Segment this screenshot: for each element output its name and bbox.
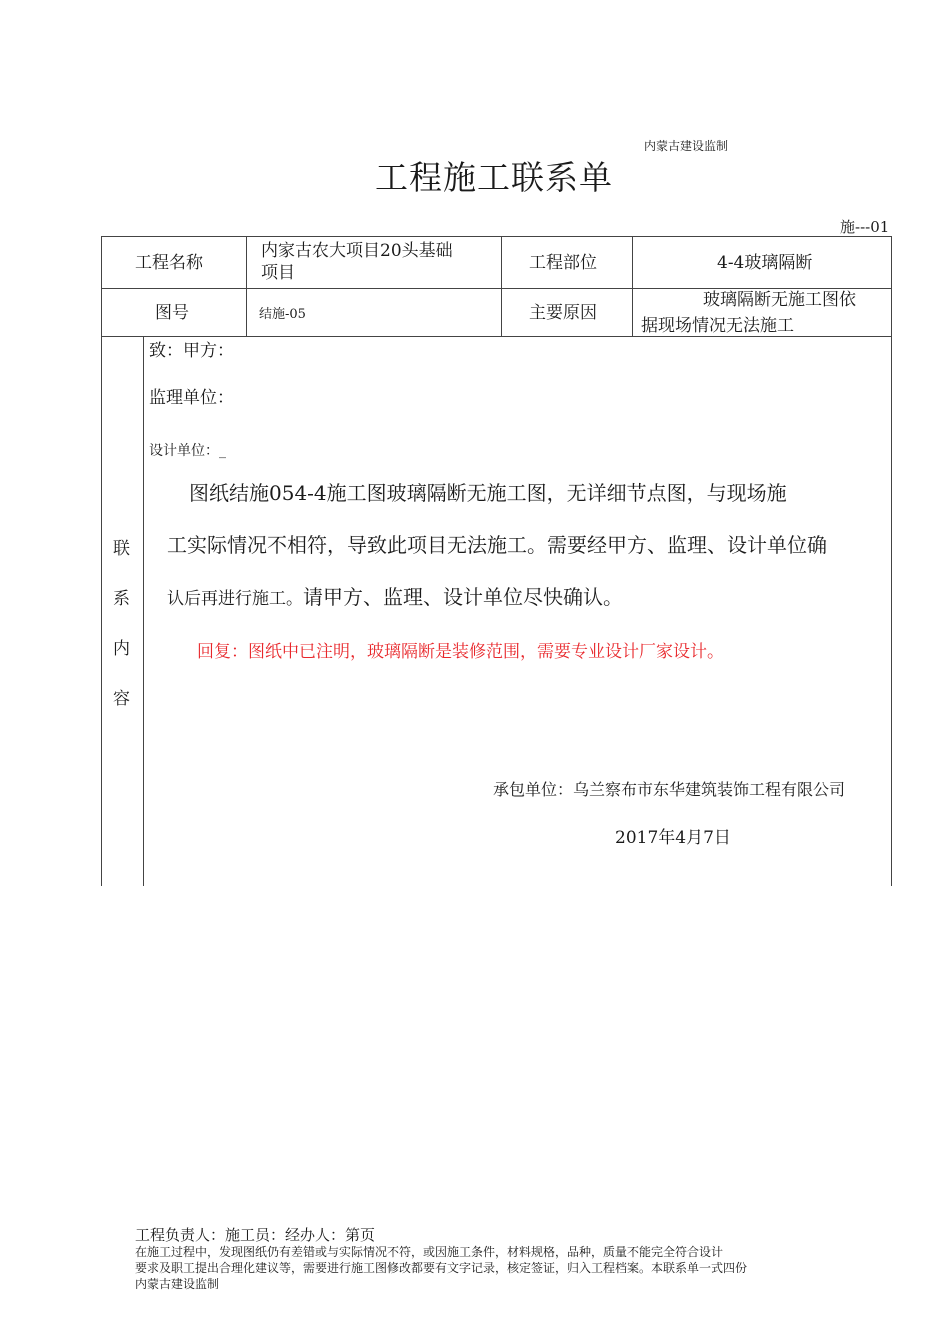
body-line-2: 工实际情况不相符，导致此项目无法施工。需要经甲方、监理、设计单位确 bbox=[167, 533, 827, 557]
content-label-char-1: 联 bbox=[113, 539, 130, 559]
drawing-no-value: 结施-05 bbox=[259, 307, 306, 322]
reason-label: 主要原因 bbox=[529, 303, 597, 323]
footer-note-line-2: 要求及职工提出合理化建议等，需要进行施工图修改都要有文字记录，核定签证，归入工程档案。本联系单一式四份 bbox=[135, 1261, 748, 1275]
document-title: 工程施工联系单 bbox=[375, 158, 613, 197]
reason-line2: 据现场情况无法施工 bbox=[641, 316, 794, 336]
project-name-line1: 内家古农大项目20头基础 bbox=[261, 241, 453, 261]
addressee-client: 致：甲方： bbox=[149, 341, 234, 361]
table-rule-top bbox=[101, 236, 892, 237]
content-label-char-2: 系 bbox=[113, 589, 130, 609]
table-rule-col2 bbox=[501, 236, 502, 336]
table-rule-right bbox=[891, 236, 892, 886]
document-number: 施---01 bbox=[840, 218, 890, 236]
contractor-name: 承包单位：乌兰察布市东华建筑装饰工程有限公司 bbox=[493, 780, 846, 799]
footer-issuer: 内蒙古建设监制 bbox=[135, 1277, 220, 1291]
body-line-3 bbox=[167, 584, 623, 612]
issuer-org: 内蒙古建设监制 bbox=[644, 139, 729, 153]
table-rule-col3 bbox=[632, 236, 633, 336]
location-label: 工程部位 bbox=[529, 253, 597, 273]
reason-line1: 玻璃隔断无施工图依 bbox=[703, 290, 856, 310]
body-line-1: 图纸结施054-4施工图玻璃隔断无施工图，无详细节点图，与现场施 bbox=[189, 481, 787, 505]
issue-date: 2017年4月7日 bbox=[615, 828, 731, 848]
addressee-designer: 设计单位：_ bbox=[149, 443, 226, 459]
reply-text: 回复：图纸中已注明，玻璃隔断是装修范围，需要专业设计厂家设计。 bbox=[197, 642, 724, 662]
addressee-supervisor: 监理单位： bbox=[149, 388, 234, 408]
location-value: 4-4玻璃隔断 bbox=[717, 253, 813, 273]
footer-signatures: 工程负责人：施工员：经办人：第页 bbox=[135, 1226, 376, 1244]
body-line-3a: 认后再进行施工。 bbox=[167, 589, 303, 609]
table-rule-col1 bbox=[246, 236, 247, 336]
contact-form-table bbox=[101, 236, 892, 886]
table-rule-content bbox=[143, 336, 144, 886]
content-label-char-3: 内 bbox=[113, 639, 130, 659]
body-line-3b: 请甲方、监理、设计单位尽快确认。 bbox=[303, 585, 623, 609]
footer-notes bbox=[135, 1227, 747, 1292]
content-label-char-4: 容 bbox=[113, 689, 130, 709]
footer-note-line-1: 在施工过程中，发现图纸仍有差错或与实际情况不符，或因施工条件，材料规格，品种，质量不能完全符合设计 bbox=[135, 1245, 724, 1259]
table-rule-left bbox=[101, 236, 102, 886]
drawing-no-label: 图号 bbox=[155, 303, 189, 323]
project-name-label: 工程名称 bbox=[135, 253, 203, 273]
project-name-line2: 项目 bbox=[261, 263, 295, 283]
